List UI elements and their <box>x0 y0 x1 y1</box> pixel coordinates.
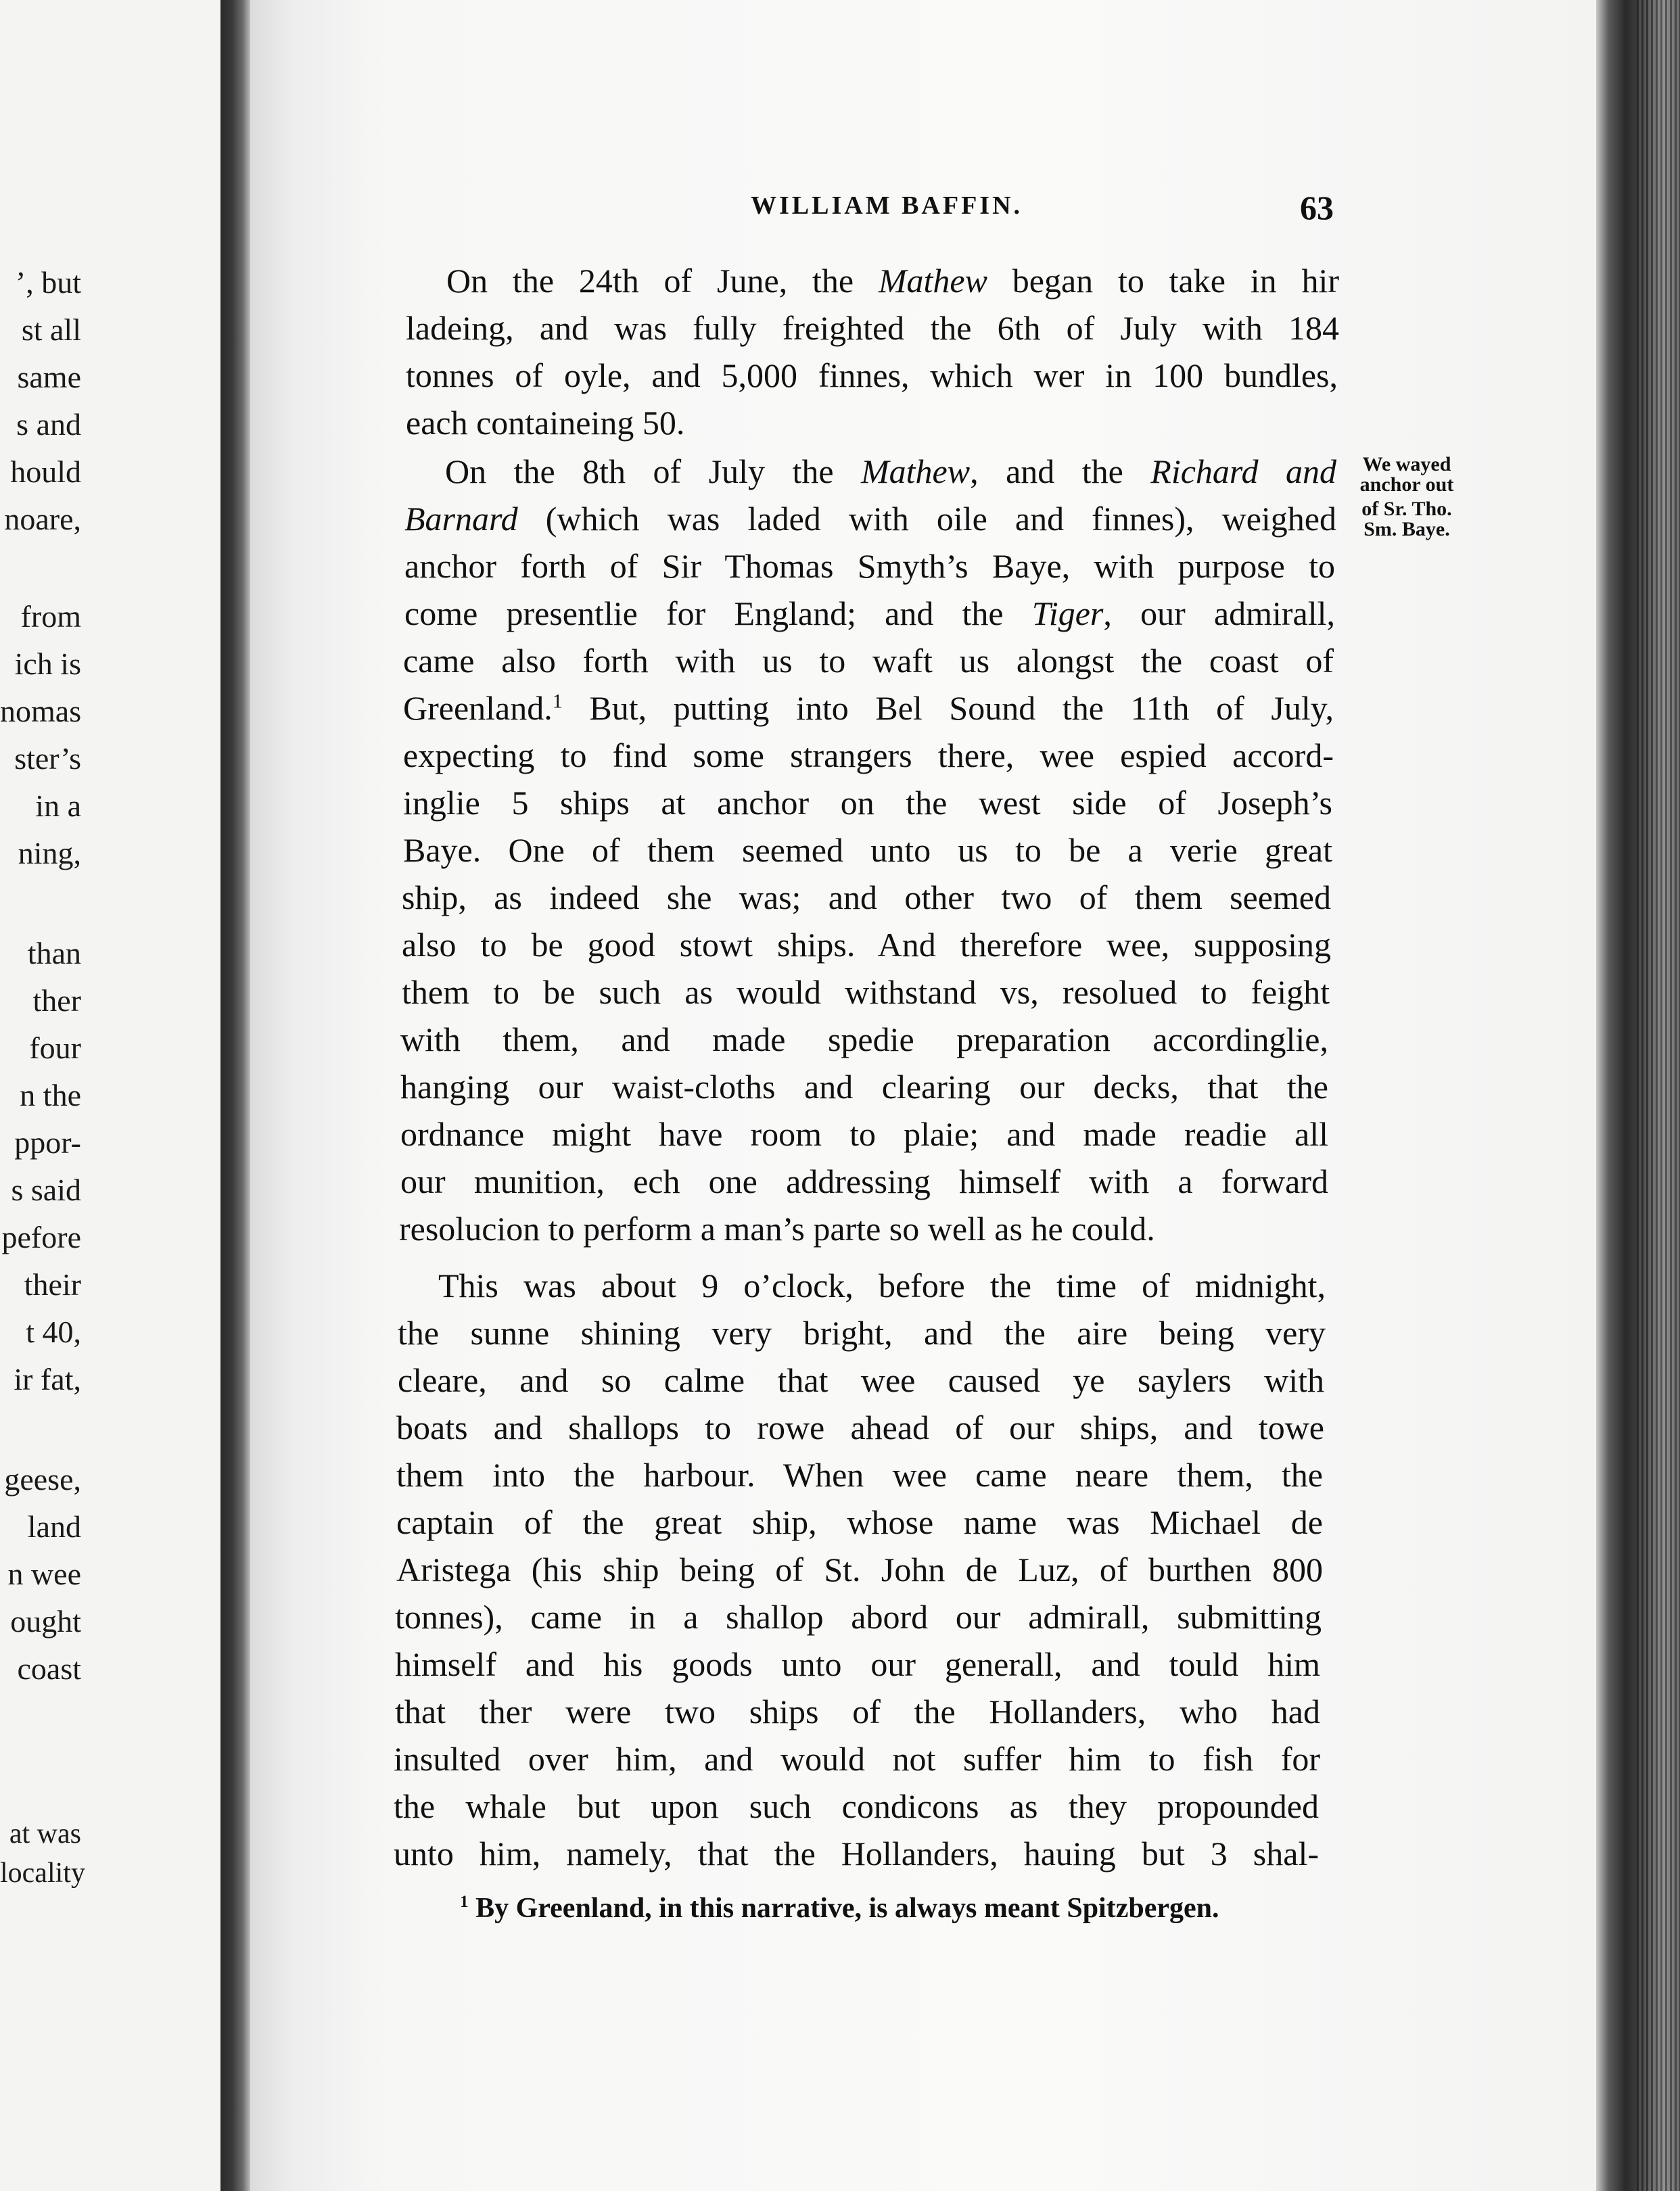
facing-page-fragment: their <box>24 1267 81 1302</box>
text-line: captain of the great ship, whose name was Michael de <box>396 1503 1323 1541</box>
text-run: On the 8th of July the <box>445 452 861 490</box>
footnote-text: By Greenland, in this narrative, is always meant Spitzbergen. <box>468 1893 1219 1924</box>
text-line: tonnes), came in a shallop abord our admirall, submitting <box>395 1598 1322 1636</box>
text-line: each containeing 50. <box>406 404 685 442</box>
text-run: (which was laded with oile and finnes), weighed <box>517 500 1336 538</box>
ship-name: Tiger <box>1031 594 1104 632</box>
facing-page-fragment: s and <box>16 407 81 442</box>
facing-page-fragment: ’, but <box>15 265 81 300</box>
text-run: began to take in hir <box>987 262 1339 300</box>
facing-page-fragment: t 40, <box>26 1315 81 1349</box>
text-line: hanging our waist-cloths and clearing our decks, that the <box>400 1068 1328 1106</box>
facing-page-fragment: st all <box>21 312 81 347</box>
text-run: , and the <box>970 452 1151 490</box>
footnote-marker: 1 <box>460 1893 469 1911</box>
text-line: that ther were two ships of the Hollanders, who had <box>395 1693 1320 1730</box>
side-note-line: anchor out <box>1359 473 1454 496</box>
facing-page-fragment: pefore <box>1 1220 81 1254</box>
text-run: Greenland. <box>403 689 553 727</box>
text-line: the sunne shining very bright, and the aire being very <box>398 1314 1326 1352</box>
facing-page-fragment: ought <box>10 1604 81 1639</box>
side-note-line: We wayed <box>1362 453 1451 475</box>
text-line: ladeing, and was fully freighted the 6th of July with 184 <box>406 309 1339 347</box>
text-line: Baye. One of them seemed unto us to be a verie great <box>403 831 1332 869</box>
facing-page-fragment: locality <box>0 1858 85 1889</box>
facing-page-fragment: land <box>27 1509 81 1544</box>
ship-name: Richard and <box>1150 452 1336 490</box>
text-line: the whale but upon such condicons as they propounded <box>394 1787 1319 1825</box>
text-line: ship, as indeed she was; and other two of them seemed <box>402 878 1331 916</box>
text-line: also to be good stowt ships. And therefore wee, supposing <box>402 926 1331 964</box>
book-gutter <box>220 0 250 2191</box>
facing-page-fragment: four <box>29 1031 81 1065</box>
facing-page-fragment: n wee <box>7 1557 81 1591</box>
facing-page-fragment: s said <box>11 1173 81 1207</box>
running-head: WILLIAM BAFFIN. <box>751 191 1023 220</box>
facing-page-fragment: from <box>20 599 81 634</box>
facing-page-fragment: at was <box>9 1818 81 1850</box>
text-line: anchor forth of Sir Thomas Smyth’s Baye, with purpose to <box>404 547 1335 585</box>
text-line: insulted over him, and would not suffer him to fish for <box>394 1740 1320 1778</box>
text-line: with them, and made spedie preparation accordinglie, <box>400 1020 1328 1058</box>
facing-page-fragment: same <box>17 360 81 394</box>
text-line: unto him, namely, that the Hollanders, hauing but 3 shal- <box>394 1835 1319 1872</box>
text-run: come presentlie for England; and the <box>404 594 1032 632</box>
text-line: boats and shallops to rowe ahead of our ships, and towe <box>396 1409 1324 1446</box>
facing-page-fragment: ir fat, <box>14 1362 81 1396</box>
text-line: our munition, ech one addressing himself with a forward <box>400 1162 1328 1200</box>
text-line: them into the harbour. When wee came neare them, the <box>396 1456 1323 1494</box>
ship-name: Barnard <box>404 500 518 538</box>
side-note-line: of Sr. Tho. <box>1361 498 1452 520</box>
facing-page-fragment: n the <box>20 1078 81 1112</box>
footnote <box>460 1892 1219 1925</box>
text-line: himself and his goods unto our generall, and tould him <box>395 1645 1320 1683</box>
text-line <box>403 684 1334 732</box>
text-line: resolucion to perform a man’s parte so well as he could. <box>399 1210 1155 1248</box>
text-line: came also forth with us to waft us alongst the coast of <box>403 642 1334 680</box>
facing-page-fragment: ster’s <box>14 741 81 776</box>
text-line <box>404 590 1335 637</box>
facing-page-fragment: hould <box>10 454 81 489</box>
text-line: Aristega (his ship being of St. John de Luz, of burthen 800 <box>396 1551 1323 1588</box>
footnote-marker: 1 <box>552 690 563 713</box>
text-line: ordnance might have room to plaie; and made readie all <box>400 1115 1328 1153</box>
facing-page-fragment: geese, <box>4 1462 81 1497</box>
text-run: On the 24th of June, the <box>446 262 879 300</box>
side-note-line: Sm. Baye. <box>1363 518 1450 540</box>
facing-page-fragment: nomas <box>0 694 82 728</box>
text-line: This was about 9 o’clock, before the time of midnight, <box>438 1267 1326 1304</box>
page-edge-stripes <box>1637 0 1680 2191</box>
text-line <box>404 495 1336 542</box>
facing-page-fragment: ppor- <box>14 1125 81 1160</box>
facing-page-fragment: ich is <box>14 646 81 681</box>
text-line: them to be such as would withstand vs, resolued to feight <box>402 973 1330 1011</box>
text-line: cleare, and so calme that wee caused ye saylers with <box>398 1361 1324 1399</box>
text-run: But, putting into Bel Sound the 11th of July, <box>562 689 1334 727</box>
facing-page-fragment: than <box>27 936 81 970</box>
text-line <box>406 257 1339 304</box>
text-line: expecting to find some strangers there, wee espied accord- <box>403 736 1334 774</box>
text-line: inglie 5 ships at anchor on the west side of Joseph’s <box>403 784 1332 822</box>
facing-page-fragment: in a <box>35 788 81 823</box>
facing-page-fragment: coast <box>17 1651 81 1686</box>
text-line: tonnes of oyle, and 5,000 finnes, which wer in 100 bundles, <box>406 356 1338 394</box>
facing-page-fragment: noare, <box>4 502 81 536</box>
facing-page-fragment: ther <box>32 983 81 1018</box>
text-line <box>404 448 1336 495</box>
ship-name: Mathew <box>861 452 971 490</box>
text-run: , our admirall, <box>1103 594 1335 632</box>
page-number: 63 <box>1300 189 1334 227</box>
facing-page-fragment: ning, <box>18 836 81 870</box>
facing-page <box>0 0 220 2191</box>
ship-name: Mathew <box>878 262 987 300</box>
